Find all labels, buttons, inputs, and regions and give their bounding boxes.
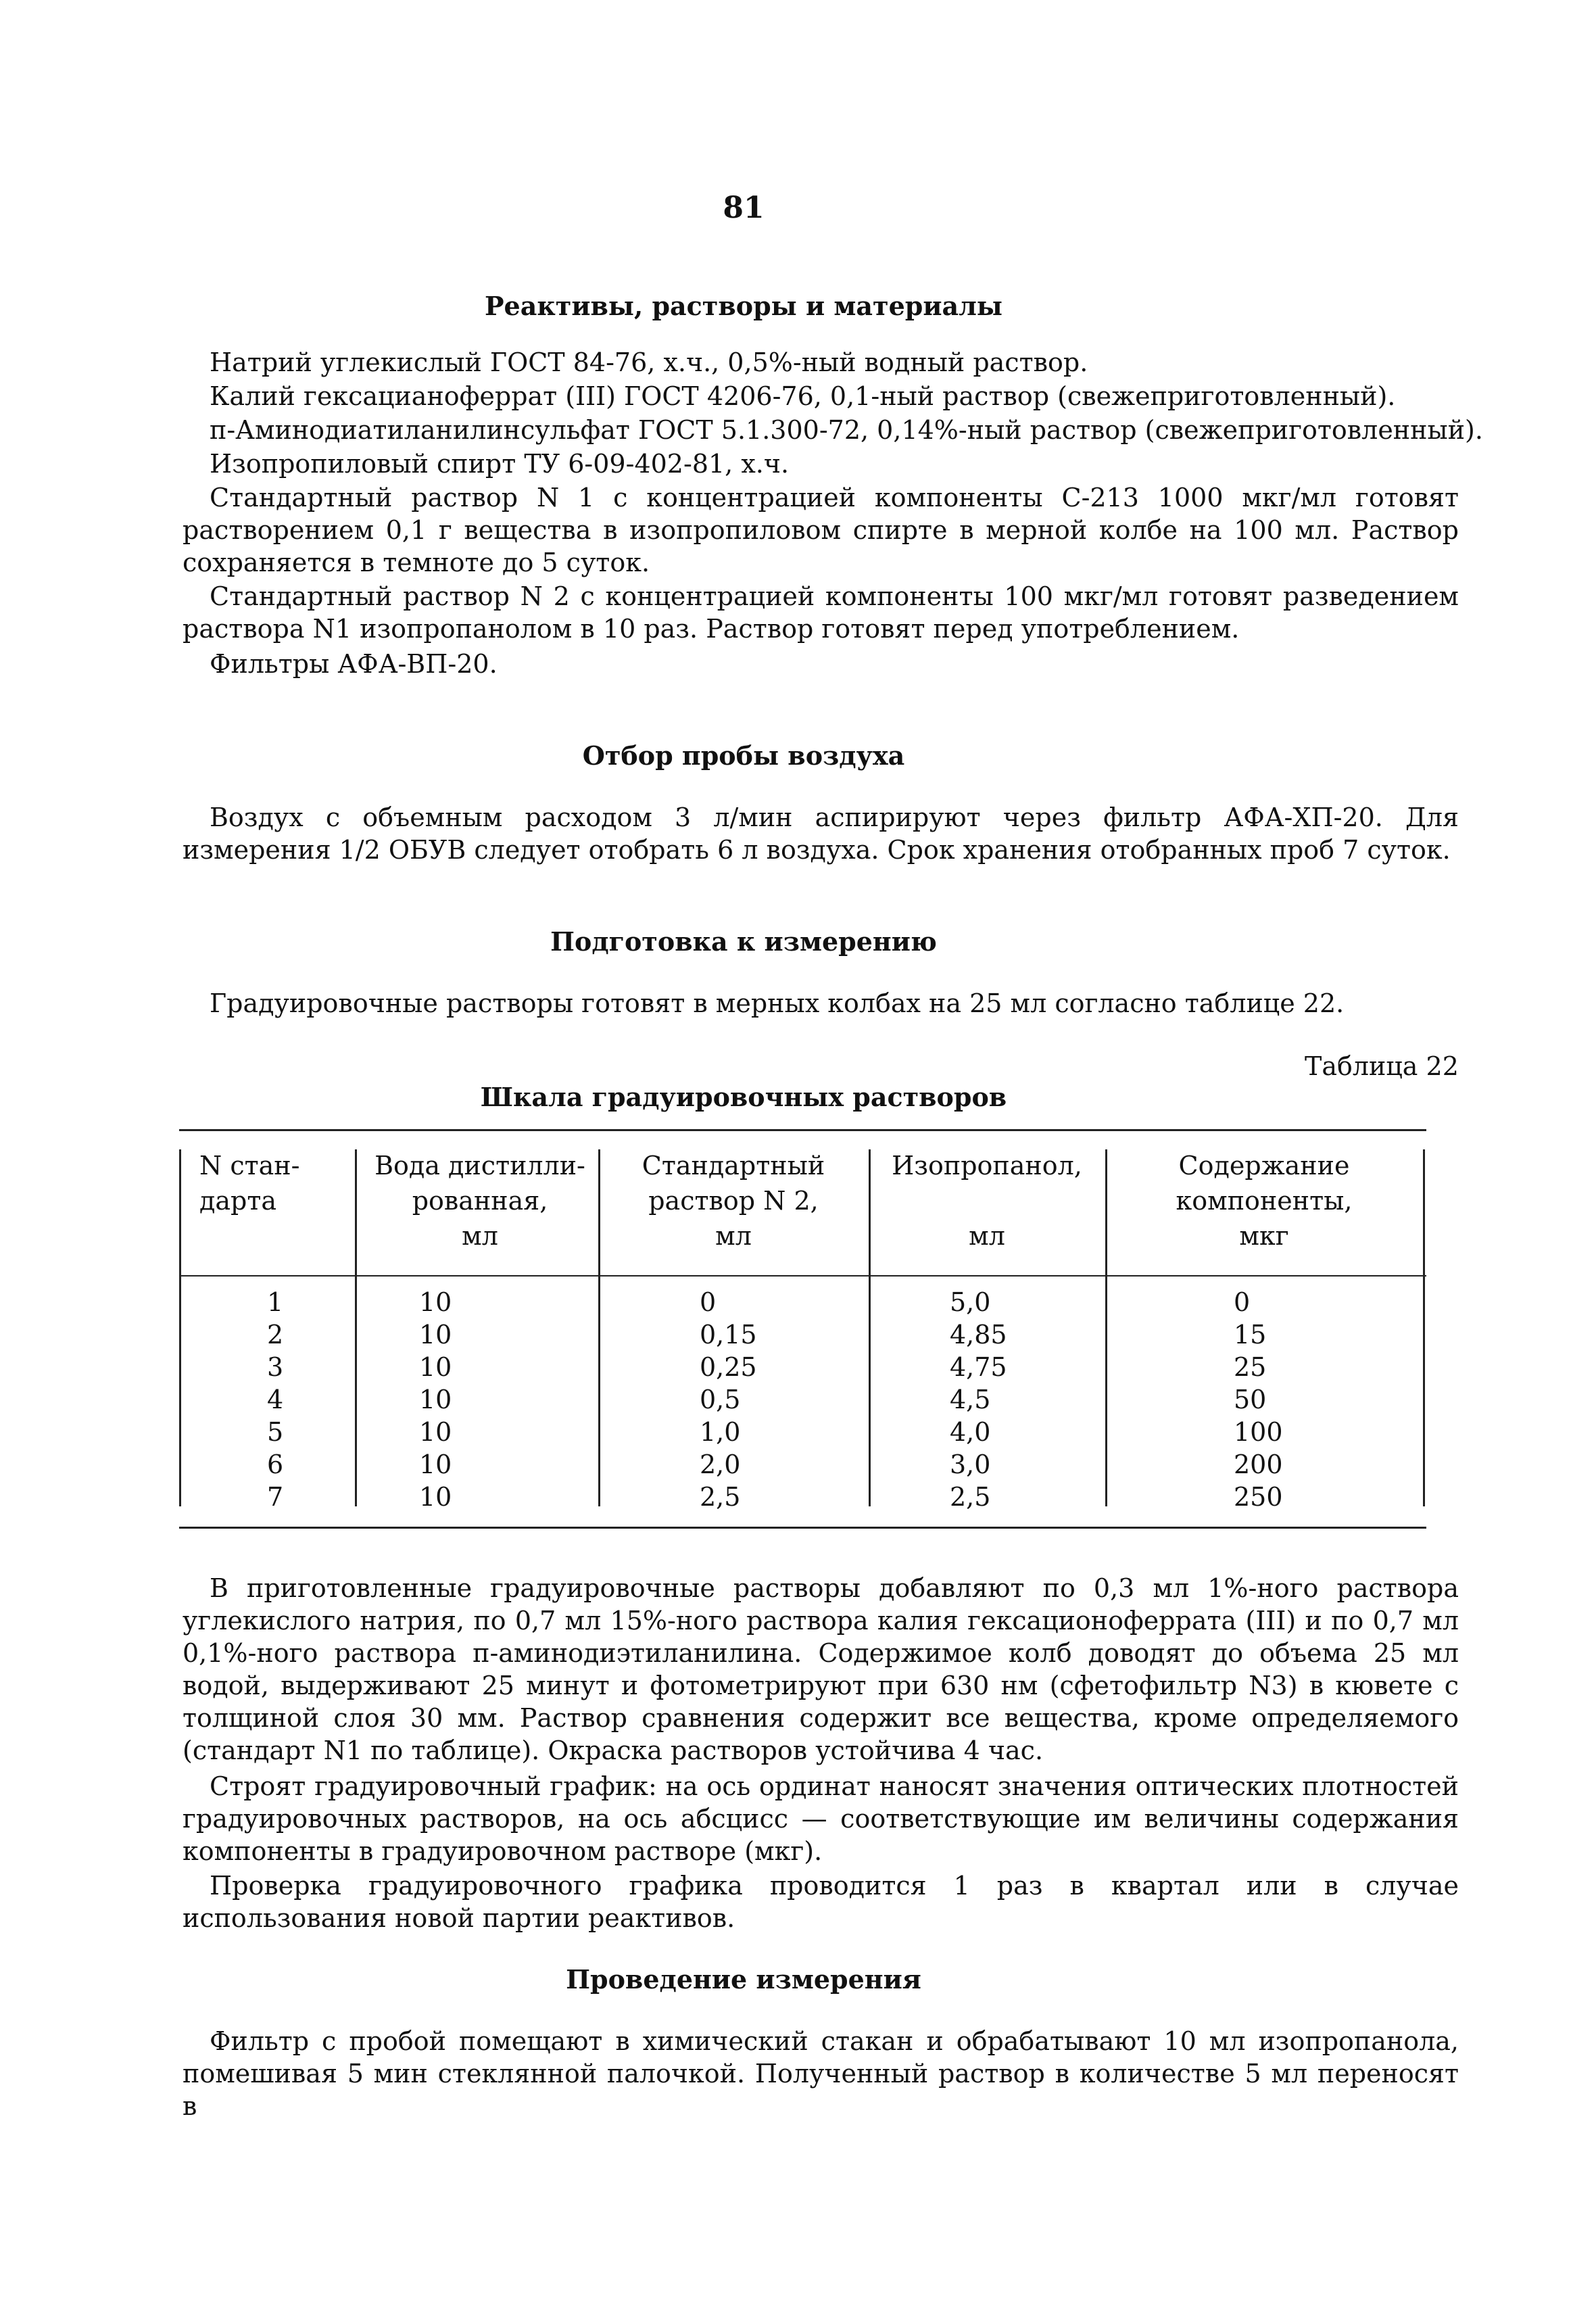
table-cell-content: 50 (1234, 1385, 1267, 1414)
calibration-table (179, 1129, 1426, 1528)
table-cell-water: 10 (419, 1287, 452, 1317)
table-vrule-2 (598, 1149, 600, 1506)
table-cell-content: 100 (1234, 1417, 1283, 1447)
page-number: 81 (723, 191, 765, 225)
header-standard-number: N стан- дарта (199, 1151, 300, 1216)
table-cell-isopropanol: 4,75 (950, 1352, 1007, 1382)
table-cell-standard-number: 6 (267, 1450, 284, 1479)
filters-line: Фильтры АФА-ВП-20. (210, 649, 498, 679)
after-table-paragraph-2: Строят градуировочный график: на ось ординат наносят значения оптических плотностей градуировочных растворов, на ось абсцисс — соответствующие им величины содержания компоненты в градуировочном растворе (мкг). (183, 1771, 1459, 1866)
table-bottom-rule (179, 1527, 1426, 1529)
table-cell-water: 10 (419, 1482, 452, 1512)
table-cell-standard-solution: 0,15 (700, 1320, 757, 1350)
table-cell-standard-number: 5 (267, 1417, 284, 1447)
reagent-line-3: п-Аминодиатиланилинсульфат ГОСТ 5.1.300-72, 0,14%-ный раствор (свежеприготовленный). (210, 415, 1483, 445)
table-cell-content: 15 (1234, 1320, 1267, 1350)
section-title-prep: Подготовка к измерению (550, 926, 937, 957)
table-cell-standard-solution: 1,0 (700, 1417, 741, 1447)
table-cell-water: 10 (419, 1450, 452, 1479)
header-standard-solution: Стандартный раствор N 2, мл (642, 1151, 825, 1251)
table-cell-isopropanol: 4,5 (950, 1385, 991, 1414)
table-cell-standard-solution: 0,5 (700, 1385, 741, 1414)
table-cell-water: 10 (419, 1417, 452, 1447)
table-cell-content: 250 (1234, 1482, 1283, 1512)
reagent-line-4: Изопропиловый спирт ТУ 6-09-402-81, х.ч. (210, 449, 790, 479)
after-table-paragraph-3: Проверка градуировочного графика проводится 1 раз в квартал или в случае использования новой партии реактивов. (183, 1871, 1459, 1933)
table-cell-isopropanol: 4,0 (950, 1417, 991, 1447)
table-cell-standard-solution: 2,5 (700, 1482, 741, 1512)
table-cell-content: 25 (1234, 1352, 1267, 1382)
table-cell-standard-number: 7 (267, 1482, 284, 1512)
table-vrule-4 (1105, 1149, 1107, 1506)
table-label: Таблица 22 (1305, 1051, 1459, 1081)
section-title-measure: Проведение измерения (566, 1964, 921, 1995)
section-title-reagents: Реактивы, растворы и материалы (484, 291, 1003, 321)
standard-solution-2: Стандартный раствор N 2 с концентрацией компоненты 100 мкг/мл готовят разведением раствора N1 изопропанолом в 10 раз. Раствор готовят перед употреблением. (183, 581, 1459, 644)
table-cell-standard-number: 3 (267, 1352, 284, 1382)
table-cell-content: 200 (1234, 1450, 1283, 1479)
table-cell-isopropanol: 5,0 (950, 1287, 991, 1317)
prep-text: Градуировочные растворы готовят в мерных колбах на 25 мл согласно таблице 22. (210, 988, 1345, 1018)
table-header-rule (179, 1275, 1426, 1276)
table-cell-standard-number: 1 (267, 1287, 284, 1317)
table-top-rule (179, 1129, 1426, 1131)
table-vrule-3 (869, 1149, 871, 1506)
table-cell-standard-solution: 2,0 (700, 1450, 741, 1479)
table-cell-isopropanol: 4,85 (950, 1320, 1007, 1350)
table-cell-isopropanol: 3,0 (950, 1450, 991, 1479)
standard-solution-1: Стандартный раствор N 1 с концентрацией компоненты С-213 1000 мкг/мл готовят растворением 0,1 г вещества в изопропиловом спирте в мерной колбе на 100 мл. Раствор сохраняется в темноте до 5 суток. (183, 483, 1459, 577)
table-cell-standard-number: 4 (267, 1385, 284, 1414)
table-cell-standard-number: 2 (267, 1320, 284, 1350)
measure-text: Фильтр с пробой помещают в химический стакан и обрабатывают 10 мл изопропанола, помешивая 5 мин стеклянной палочкой. Полученный раствор в количестве 5 мл переносят в (183, 2026, 1459, 2121)
table-cell-isopropanol: 2,5 (950, 1482, 991, 1512)
header-distilled-water: Вода дистилли- рованная, мл (374, 1151, 585, 1251)
section-title-sampling: Отбор пробы воздуха (582, 740, 905, 771)
table-cell-standard-solution: 0 (700, 1287, 717, 1317)
table-cell-water: 10 (419, 1385, 452, 1414)
header-content: Содержание компоненты, мкг (1176, 1151, 1353, 1251)
reagent-line-1: Натрий углекислый ГОСТ 84-76, х.ч., 0,5%-ный водный раствор. (210, 348, 1088, 377)
table-cell-water: 10 (419, 1320, 452, 1350)
after-table-paragraph-1: В приготовленные градуировочные растворы добавляют по 0,3 мл 1%-ного раствора углекислого натрия, по 0,7 мл 15%-ного раствора калия гексационоферрата (III) и по 0,7 мл 0,1%-ного раствора п-аминодиэтиланилина. Содержимое колб доводят до объема 25 мл водой, выдерживают 25 минут и фотометрируют при 630 нм (сфетофильтр N3) в кювете с толщиной слоя 30 мм. Раствор сравнения содержит все вещества, кроме определяемого (стандарт N1 по таблице). Окраска растворов устойчива 4 час. (183, 1573, 1459, 1765)
table-vrule-1 (355, 1149, 357, 1506)
header-isopropanol: Изопропанол, мл (892, 1151, 1082, 1251)
table-cell-water: 10 (419, 1352, 452, 1382)
table-vrule-5 (1423, 1149, 1425, 1506)
table-cell-content: 0 (1234, 1287, 1251, 1317)
table-vrule-0 (179, 1149, 181, 1506)
sampling-text: Воздух с объемным расходом 3 л/мин аспирируют через фильтр АФА-ХП-20. Для измерения 1/2 ОБУВ следует отобрать 6 л воздуха. Срок хранения отобранных проб 7 суток. (183, 803, 1459, 865)
reagent-line-2: Калий гексацианоферрат (III) ГОСТ 4206-76, 0,1-ный раствор (свежеприготовленный). (210, 381, 1396, 411)
table-cell-standard-solution: 0,25 (700, 1352, 757, 1382)
table-title: Шкала градуировочных растворов (480, 1082, 1007, 1112)
